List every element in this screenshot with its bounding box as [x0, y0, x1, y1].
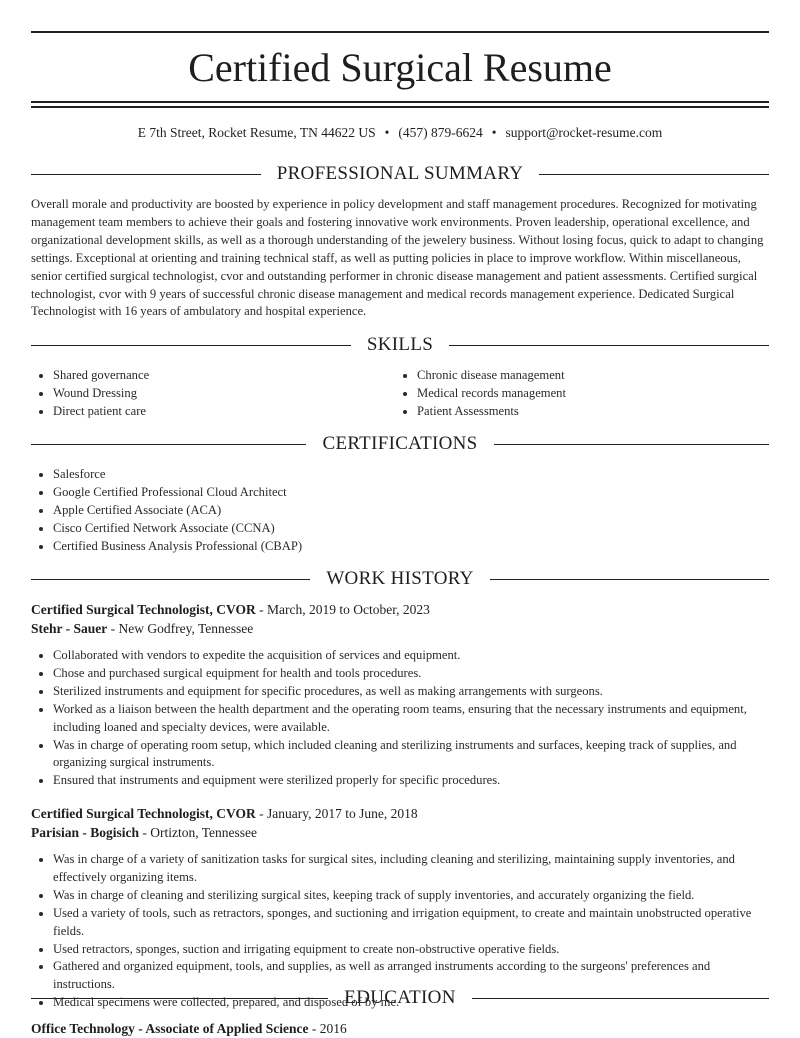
job-duty-item: • Worked as a liaison between the health department and the operating room teams, ensuring that the necessary instruments and equipment, including loaned and specialty devices, were available.	[53, 701, 769, 737]
certification-item: • Google Certified Professional Cloud Architect	[53, 484, 753, 502]
heading-rule	[31, 444, 306, 445]
job-dates: - January, 2017 to June, 2018	[255, 806, 418, 821]
job-duties-list	[31, 647, 769, 790]
education-line	[31, 1020, 769, 1038]
heading-rule	[539, 174, 769, 175]
job-company: Parisian - Bogisich	[31, 825, 140, 840]
job-location: - New Godfrey, Tennessee	[107, 621, 254, 636]
job-company-line	[31, 620, 769, 638]
title-double-rule	[31, 101, 769, 108]
top-rule	[31, 31, 769, 33]
job-title-line	[31, 601, 769, 619]
contact-line	[0, 124, 800, 142]
certification-item: • Apple Certified Associate (ACA)	[53, 502, 753, 520]
heading-rule	[490, 579, 769, 580]
job-title: Certified Surgical Technologist, CVOR	[31, 806, 256, 821]
skills-list-left	[31, 367, 383, 421]
resume-title: Certified Surgical Resume	[188, 45, 612, 90]
summary-paragraph: Overall morale and productivity are boosted by experience in policy development and staff management procedures. Recognized for motivating management team members to achieve their goals and fostering innovative work environments. Proven leadership, operational excellence, and organizational development skills, as well as a thorough understanding of the jewelery business. Without losing focus, quick to adapt to changing settings. Exceptional at orienting and training technical staff, as well as putting policies in place to improve workflow. Within miscellaneous, senior certified surgical technologist, cvor and outstanding performer in chronic disease management and patient assessments. Certified surgical technologist, cvor with 9 years of successful chronic disease management and medical records management experience. Dedicated Surgical Technologist with 16 years of ambulatory and hospital experience.	[31, 197, 764, 319]
heading-rule	[31, 998, 328, 999]
certification-item: • Certified Business Analysis Professional (CBAP)	[53, 538, 753, 556]
section-heading-skills	[31, 333, 769, 357]
job-duty-item: • Was in charge of a variety of sanitization tasks for surgical sites, including cleaning and sterilizing, maintaining supply inventories, and effectively organizing items.	[53, 851, 769, 887]
contact-email: support@rocket-resume.com	[505, 125, 663, 140]
heading-rule	[494, 444, 769, 445]
education-degree: Office Technology - Associate of Applied Science	[31, 1021, 309, 1036]
certification-item: • Cisco Certified Network Associate (CCNA)	[53, 520, 753, 538]
job-location: - Ortizton, Tennessee	[139, 825, 258, 840]
skills-list-right	[395, 367, 747, 421]
heading-rule	[472, 998, 769, 999]
education-year: - 2016	[308, 1021, 347, 1036]
section-heading-certifications	[31, 432, 769, 456]
certification-item: • Salesforce	[53, 466, 753, 484]
job-company: Stehr - Sauer	[31, 621, 108, 636]
skill-item: • Chronic disease management	[417, 367, 747, 385]
heading-rule	[31, 174, 261, 175]
contact-phone: (457) 879-6624	[398, 125, 483, 140]
job-duty-item: • Sterilized instruments and equipment for specific procedures, as well as making arrangements with surgeons.	[53, 683, 769, 701]
heading-rule	[31, 579, 310, 580]
job-duty-item: • Gathered and organized equipment, tools, and supplies, as well as arranged instruments according to the surgeons' preferences and instructions.	[53, 958, 769, 994]
job-duty-item: • Was in charge of cleaning and sterilizing surgical sites, keeping track of supply inventories, and accurately organizing the field.	[53, 887, 769, 905]
job-duty-item: • Was in charge of operating room setup, which included cleaning and sterilizing instruments and surfaces, keeping track of supplies, and organizing surgical instruments.	[53, 737, 769, 773]
heading-rule	[31, 345, 351, 346]
heading-text: WORK HISTORY	[326, 568, 474, 589]
job-duty-item: • Chose and purchased surgical equipment for health and tools procedures.	[53, 665, 769, 683]
job-company-line	[31, 824, 769, 842]
job-duty-item: • Used a variety of tools, such as retractors, sponges, and suctioning and irrigation equipment, to create and maintain unobstructed operative fields.	[53, 905, 769, 941]
section-heading-education	[31, 986, 769, 1010]
job-duty-item: • Collaborated with vendors to expedite the acquisition of services and equipment.	[53, 647, 769, 665]
job-duty-item: • Used retractors, sponges, suction and irrigating equipment to create non-obstructive operative fields.	[53, 941, 769, 959]
contact-separator: •	[384, 125, 390, 140]
contact-address: E 7th Street, Rocket Resume, TN 44622 US	[137, 125, 376, 140]
skill-item: • Direct patient care	[53, 403, 383, 421]
section-heading-work-history	[31, 567, 769, 591]
skill-item: • Shared governance	[53, 367, 383, 385]
job-title: Certified Surgical Technologist, CVOR	[31, 602, 256, 617]
skill-item: • Patient Assessments	[417, 403, 747, 421]
heading-text: EDUCATION	[344, 987, 456, 1008]
skill-item: • Wound Dressing	[53, 385, 383, 403]
heading-rule	[449, 345, 769, 346]
contact-separator: •	[491, 125, 497, 140]
job-duty-item: • Ensured that instruments and equipment were sterilized properly for specific procedures.	[53, 772, 769, 790]
heading-text: CERTIFICATIONS	[322, 433, 478, 454]
job-duty-item: • Medical specimens were collected, prepared, and disposed of by me.	[53, 994, 769, 1012]
certifications-list	[31, 466, 753, 556]
section-heading-summary	[31, 162, 769, 186]
heading-text: SKILLS	[366, 334, 434, 355]
job-title-line	[31, 805, 769, 823]
heading-text: PROFESSIONAL SUMMARY	[276, 163, 524, 184]
skill-item: • Medical records management	[417, 385, 747, 403]
job-dates: - March, 2019 to October, 2023	[255, 602, 430, 617]
